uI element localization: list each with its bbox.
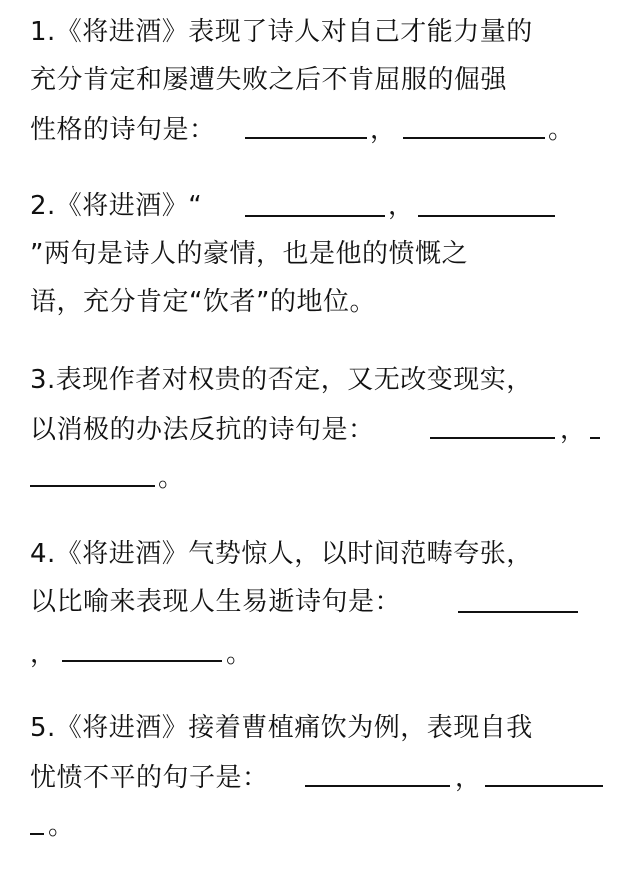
q5-blank-2-end[interactable] (30, 833, 44, 835)
q5-blank-2-start[interactable] (485, 785, 603, 787)
q4-period: 。 (226, 639, 253, 669)
q2-line-2: ”两句是诗人的豪情，也是他的愤慨之 (30, 239, 468, 269)
q2-blank-1[interactable] (245, 215, 385, 217)
q2-blank-2[interactable] (418, 215, 555, 217)
q3-period: 。 (158, 463, 185, 493)
q1-line-3: 性格的诗句是： (30, 115, 216, 145)
q5-line-1: 5.《将进酒》接着曹植痛饮为例，表现自我 (30, 713, 533, 743)
q1-line-1: 1.《将进酒》表现了诗人对自己才能力量的 (30, 17, 533, 47)
q5-period: 。 (48, 811, 75, 841)
q3-blank-2-start[interactable] (590, 437, 600, 439)
q4-blank-2[interactable] (62, 660, 222, 662)
q1-comma: ， (370, 115, 397, 145)
q1-blank-1[interactable] (245, 137, 367, 139)
q5-comma: ， (455, 763, 482, 793)
q3-blank-1[interactable] (430, 437, 555, 439)
q3-comma: ， (560, 415, 587, 445)
q1-period: 。 (548, 115, 575, 145)
q1-blank-2[interactable] (403, 137, 545, 139)
q4-comma: ， (30, 639, 57, 669)
q3-line-2: 以消极的办法反抗的诗句是： (30, 415, 375, 445)
q4-blank-1[interactable] (458, 611, 578, 613)
q2-comma: ， (388, 191, 415, 221)
q4-line-1: 4.《将进酒》气势惊人，以时间范畴夸张， (30, 539, 533, 569)
q2-line-3: 语，充分肯定“饮者”的地位。 (30, 287, 376, 317)
q5-blank-1[interactable] (305, 785, 450, 787)
q1-line-2: 充分肯定和屡遭失败之后不肯屈服的倔强 (30, 65, 508, 95)
q3-line-1: 3.表现作者对权贵的否定，又无改变现实， (30, 365, 533, 395)
q4-line-2: 以比喻来表现人生易逝诗句是： (30, 587, 402, 617)
q5-line-2: 忧愤不平的句子是： (30, 763, 269, 793)
q2-line-1: 2.《将进酒》“ (30, 191, 203, 221)
q3-blank-2-end[interactable] (30, 485, 155, 487)
